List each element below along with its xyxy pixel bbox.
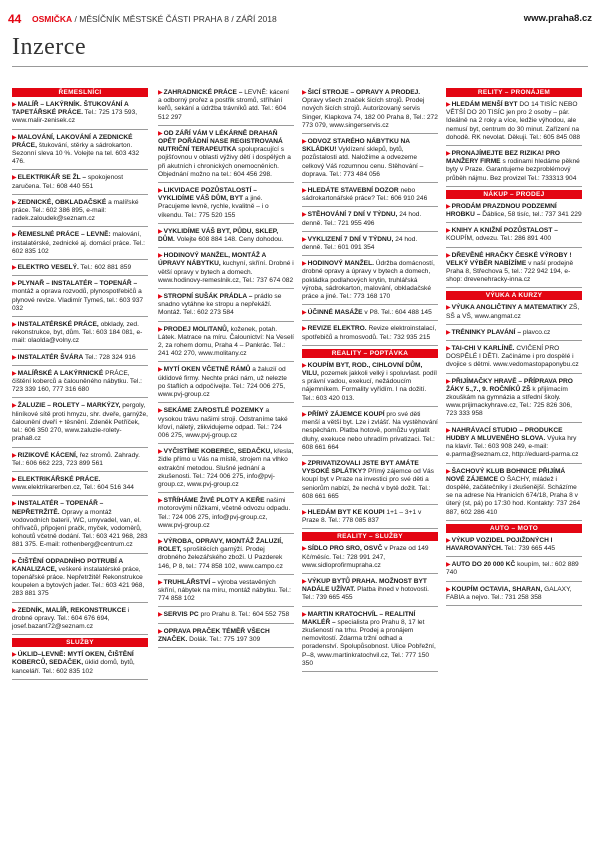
ad-text: LEVNĚ: kácení a odborný prořez a postřik stromů, stříhání keřů, sekání a údržba trávníků atd. Tel.: 604 512 297 bbox=[158, 89, 289, 121]
ad-text: spolupracující s pojišťovnou v oblasti výživy dětí i dospělých a při akutních i chronických onemocněních. Objednání možno na tel.: 604 456 298. bbox=[158, 146, 291, 178]
category-header: SLUŽBY bbox=[12, 638, 148, 647]
triangle-bullet-icon: ▶ bbox=[12, 652, 17, 659]
website-link[interactable]: www.praha8.cz bbox=[523, 13, 592, 24]
classified-ad bbox=[158, 186, 294, 224]
classified-ad bbox=[158, 227, 294, 248]
classified-ad bbox=[302, 410, 438, 456]
triangle-bullet-icon: ▶ bbox=[12, 199, 17, 206]
triangle-bullet-icon: ▶ bbox=[302, 509, 307, 516]
issue-info: / MĚSÍČNÍK MĚSTSKÉ ČÁSTI PRAHA 8 / ZÁŘÍ 2018 bbox=[74, 14, 277, 24]
ad-text: veškeré instalatérské práce, topenářské práce. Nepřetržitě! Rekonstrukce koupelen a bytových jader. Tel.: 603 421 968, 283 881 375 bbox=[12, 565, 145, 598]
ad-headline: ELEKTRIKÁŘSKÉ PRÁCE. bbox=[17, 475, 101, 483]
ad-headline: TRUHLÁŘSTVÍ – bbox=[163, 578, 216, 586]
ad-headline: HLEDÁM MENŠÍ BYT bbox=[451, 101, 518, 108]
classified-ad bbox=[12, 230, 148, 260]
ad-text: v naší prodejně Praha 8, Střechova 5, tel.: 722 942 194, e-shop: drevenehracky-inna.cz bbox=[446, 259, 574, 284]
ad-text: 24 hod. denně. Tel.: 721 955 496 bbox=[302, 211, 422, 227]
classified-ad bbox=[302, 508, 438, 529]
ad-headline: INSTALATÉRSKÉ PRÁCE, bbox=[17, 321, 99, 329]
classified-ad bbox=[446, 303, 582, 324]
ad-headline: STROPNÍ SUŠÁK PRÁDLA – bbox=[163, 293, 253, 301]
triangle-bullet-icon: ▶ bbox=[12, 354, 17, 361]
classified-column-1 bbox=[12, 88, 148, 683]
category-header: ŘEMESLNÍCI bbox=[12, 88, 148, 97]
triangle-bullet-icon: ▶ bbox=[158, 130, 163, 137]
ad-text: Tel.: 728 324 916 bbox=[85, 353, 136, 361]
ad-headline: ZEDNÍK, MALÍŘ, REKONSTRUKCE bbox=[17, 606, 127, 614]
triangle-bullet-icon: ▶ bbox=[302, 212, 307, 219]
triangle-bullet-icon: ▶ bbox=[12, 403, 17, 410]
ad-headline: PRODÁM PRAZDNOU PODZEMNÍ HROBKU – bbox=[446, 202, 557, 219]
triangle-bullet-icon: ▶ bbox=[446, 537, 451, 544]
ad-headline: ÚKLID–LEVNĚ: MYTÍ OKEN, ČIŠTĚNÍ KOBERCŮ, SEDAČEK, bbox=[12, 651, 134, 667]
classified-ad bbox=[12, 279, 148, 317]
ad-headline: ODVOZ STARÉHO NÁBYTKU NA SKLÁDKU! bbox=[302, 138, 410, 154]
classified-column-2 bbox=[158, 88, 294, 651]
ad-headline: HODINOVÝ MANŽEL. bbox=[307, 260, 374, 268]
triangle-bullet-icon: ▶ bbox=[158, 228, 163, 235]
classified-ad bbox=[302, 259, 438, 305]
ad-headline: ŠICÍ STROJE – OPRAVY A PRODEJ. bbox=[307, 89, 421, 96]
category-header: RELITY – PRONÁJEM bbox=[446, 88, 582, 97]
triangle-bullet-icon: ▶ bbox=[302, 611, 307, 618]
ad-text: plavco.cz bbox=[522, 328, 551, 336]
ad-text: ZŠ, SŠ a VŠ, www.angmat.cz bbox=[446, 304, 580, 320]
ad-text: Platba ihned v hotovosti. Tel.: 739 665 455 bbox=[302, 586, 429, 602]
ad-headline: SÍDLO PRO SRO, OSVČ bbox=[307, 545, 383, 553]
triangle-bullet-icon: ▶ bbox=[446, 562, 451, 569]
classified-ad bbox=[446, 467, 582, 521]
ad-text: i drobné opravy. Tel.: 604 676 694, josef.bazant72@seznam.cz bbox=[12, 606, 130, 630]
triangle-bullet-icon: ▶ bbox=[158, 326, 163, 333]
ad-text: specialista pro Prahu 8, 17 let zkušeností na trhu. Prodej a pronájem nemovitostí. Zdarma tržní odhad a poradenství. Spolupůsobnost. Ulice Pobřežní, P–8, www.martinkratochvil.cz, Tel.: 777 150 350 bbox=[302, 618, 436, 667]
triangle-bullet-icon: ▶ bbox=[158, 367, 163, 374]
triangle-bullet-icon: ▶ bbox=[302, 90, 307, 96]
classified-ad bbox=[446, 202, 582, 223]
ad-text: spokojenost zaručena. Tel.: 608 440 551 bbox=[12, 174, 124, 190]
triangle-bullet-icon: ▶ bbox=[446, 586, 451, 593]
ad-headline: LIKVIDACE POZŮSTALOSTÍ – VYKLIDÍME VÁŠ DŮM, BYT bbox=[158, 187, 257, 203]
ad-headline: ZEDNICKÉ, OBKLADAČSKÉ bbox=[17, 198, 107, 206]
ad-text: Tel.: 602 881 859 bbox=[80, 264, 132, 272]
ad-text: Tel.: 739 665 445 bbox=[504, 544, 556, 552]
classified-ad bbox=[302, 577, 438, 607]
ad-text: Údržba domácností, drobné opravy a úpravy v bytech a domech, pokládka podlahových krytin, truhlářská výroba, sádrokarton, malování, obkladačské práce a jiné. Tel.: 773 168 170 bbox=[302, 260, 435, 301]
ad-text: v Praze od 149 Kč/měsíc. Tel.: 728 991 247, www.sidloprofirmupraha.cz bbox=[302, 545, 429, 569]
triangle-bullet-icon: ▶ bbox=[12, 370, 17, 377]
classified-ad bbox=[446, 149, 582, 187]
classified-ad bbox=[446, 560, 582, 581]
classified-ad bbox=[12, 173, 148, 194]
ad-headline: MALÍŘSKÉ A LAKÝRNICKÉ bbox=[17, 369, 104, 377]
classified-ad bbox=[158, 251, 294, 289]
classified-ad bbox=[446, 377, 582, 423]
classified-ad bbox=[302, 186, 438, 207]
ad-headline: ÚČINNÉ MASÁŽE bbox=[307, 309, 363, 317]
triangle-bullet-icon: ▶ bbox=[446, 468, 451, 475]
ad-headline: KOUPÍM BYT, ROD., CIHLOVNÍ DŮM, VILU, bbox=[302, 361, 423, 378]
ad-headline: NAHRÁVACÍ STUDIO – PRODUKCE HUDBY A MLUVENÉHO SLOVA. bbox=[446, 426, 563, 442]
ad-headline: INSTALATÉR ŠVÁRA bbox=[17, 353, 84, 361]
ad-headline: VYKLIZENÍ 7 DNÍ V TÝDNU, bbox=[307, 235, 394, 243]
ad-headline: MALÍŘ – LAKÝRNÍK. ŠTUKOVÁNÍ A TAPETÁŘSKÉ PRÁCE. bbox=[12, 101, 129, 117]
ad-text: Revize elektroinstalací, spotřebičů a hromosvodů. Tel.: 732 935 215 bbox=[302, 325, 437, 341]
triangle-bullet-icon: ▶ bbox=[446, 378, 451, 385]
classified-ad bbox=[302, 361, 438, 407]
ad-headline: ŘEMESLNÉ PRÁCE – LEVNĚ: bbox=[17, 231, 111, 239]
ad-headline: VÝUKA ANGLIČTINY A MATEMATIKY bbox=[451, 304, 568, 312]
ad-headline: MALOVÁNÍ, LAKOVÁNÍ A ZEDNICKÉ PRÁCE, bbox=[12, 133, 133, 149]
ad-headline: ZAHRADNICKÉ PRÁCE – bbox=[163, 89, 243, 96]
ad-headline: PŘÍMÝ ZÁJEMCE KOUPÍ bbox=[307, 410, 385, 418]
classified-ad bbox=[158, 88, 294, 126]
triangle-bullet-icon: ▶ bbox=[302, 139, 307, 146]
classified-ad bbox=[302, 324, 438, 345]
ad-text: PRÁCE, čištění koberců a čalouněného nábytku. Tel.: 723 339 160, 777 316 680 bbox=[12, 369, 143, 394]
triangle-bullet-icon: ▶ bbox=[302, 261, 307, 268]
ad-text: a žaluzií od úklidové firmy. Nechte práci nám, už nelezte po štaflích a odpočívejte. Tel.: 724 006 275, www.pvj-group.cz bbox=[158, 366, 287, 399]
triangle-bullet-icon: ▶ bbox=[158, 538, 163, 545]
triangle-bullet-icon: ▶ bbox=[158, 628, 163, 635]
ad-headline: VÝROBA, OPRAVY, MONTÁŽ ŽALUZIÍ, ROLET, bbox=[158, 537, 283, 554]
classified-ad bbox=[446, 328, 582, 341]
ad-headline: PŘIJÍMAČKY HRAVĚ – PŘÍPRAVA PRO ŽÁKY 5.,7., 9. ROČNÍKŮ ZŠ bbox=[446, 377, 573, 393]
ad-headline: HODINOVÝ MANŽEL, MONTÁŽ A ÚPRAVY NÁBYTKU, bbox=[158, 252, 267, 268]
triangle-bullet-icon: ▶ bbox=[446, 228, 451, 235]
ad-headline: VÝKUP BYTŮ PRAHA. MOŽNOST BYT NADÁLE UŽÍVAT. bbox=[302, 577, 427, 594]
triangle-bullet-icon: ▶ bbox=[302, 578, 307, 585]
classified-ad bbox=[158, 627, 294, 648]
ad-headline: OD ZÁŘÍ VÁM V LÉKÁRNĚ DRAHAŇ OPĚT POŘÁDNÍ NASE REGISTROVANÁ NUTRIČNÍ TERAPEUTKA bbox=[158, 129, 283, 154]
classified-column-4 bbox=[446, 88, 582, 609]
ad-text: v P8. Tel.: 604 488 145 bbox=[364, 309, 432, 317]
classified-ad bbox=[446, 226, 582, 247]
ad-headline: ELEKTRIKÁŘ SE ŽL – bbox=[17, 174, 87, 182]
triangle-bullet-icon: ▶ bbox=[302, 188, 307, 195]
triangle-bullet-icon: ▶ bbox=[158, 612, 163, 619]
classified-ad bbox=[302, 459, 438, 505]
triangle-bullet-icon: ▶ bbox=[12, 175, 17, 182]
triangle-bullet-icon: ▶ bbox=[302, 362, 307, 369]
ad-text: nebo sádrokartonářské práce? Tel.: 606 910 246 bbox=[302, 187, 428, 203]
ad-headline: DŘEVĚNÉ HRAČKY ČESKÉ VÝROBY ! VELKÝ VÝBĚR NABÍZÍME bbox=[446, 251, 572, 267]
triangle-bullet-icon: ▶ bbox=[12, 265, 17, 272]
ad-text: řez stromů. Zahrady. Tel.: 606 662 223, 723 899 561 bbox=[12, 451, 140, 467]
ad-text: a malířské práce. Tel.: 602 386 895, e-mail: radek.zaloudek@seznam.cz bbox=[12, 198, 139, 223]
classified-ad bbox=[12, 606, 148, 636]
classified-ad bbox=[158, 610, 294, 623]
classified-ad bbox=[158, 496, 294, 534]
ad-text: koupím, tel.: 602 889 740 bbox=[446, 561, 579, 577]
triangle-bullet-icon: ▶ bbox=[158, 188, 163, 195]
ad-text: GALAXY, FABIA a nejvo. Tel.: 731 258 358 bbox=[446, 585, 572, 601]
triangle-bullet-icon: ▶ bbox=[302, 326, 307, 333]
classified-ad bbox=[12, 100, 148, 130]
ad-text: prádlo se snadno vytáhne ke stropu a nepřekáží. Montáž. Tel.: 602 273 584 bbox=[158, 293, 282, 317]
ad-text: CVIČENÍ PRO DOSPĚLÉ I DĚTI. Začínáme i pro dospělé i dvojice s dětmi. www.vedomastopaponybu.cz bbox=[446, 345, 579, 369]
ad-headline: ZPRIVATIZOVALI JSTE BYT AMÁTE VYSOKÉ SPLÁTKY? bbox=[302, 459, 419, 476]
ad-text: výroba vestavěných skříní, nábytek na míru, montáž nábytku. Tel.: 774 858 102 bbox=[158, 578, 291, 603]
ad-headline: VYKLIDÍME VÁŠ BYT, PŮDU, SKLEP, DŮM. bbox=[158, 227, 279, 244]
category-header: VÝUKA A KURZY bbox=[446, 291, 582, 300]
ad-text: Přímý zájemce od Vás koupí byt v Praze na investici pro své děti a seniorům nabízí, že nechá v bytě dožít. Tel.: 608 661 665 bbox=[302, 468, 434, 500]
ad-headline: TRÉNINKY PLAVÁNÍ – bbox=[451, 328, 521, 336]
classified-ad bbox=[12, 369, 148, 399]
ad-text: Vyklízení sklepů, bytů, pozůstalosti atd. Naložíme a odvezeme celkový Váš rozumnou cenu. Stěhování – doprava. Tel.: 773 484 056 bbox=[302, 146, 424, 178]
publication-line bbox=[32, 10, 277, 28]
triangle-bullet-icon: ▶ bbox=[446, 252, 451, 259]
ad-headline: SEKÁME ZAROSTLÉ POZEMKY bbox=[163, 407, 264, 415]
triangle-bullet-icon: ▶ bbox=[446, 151, 451, 158]
ad-text: Ďáblice, 58 tisíc, tel.: 737 341 229 bbox=[482, 211, 582, 219]
classified-ad bbox=[446, 344, 582, 374]
triangle-bullet-icon: ▶ bbox=[158, 498, 163, 505]
ad-text: sprošitěcích garnýží. Prodej drobného železářského zboží. U Pazderek 146, P 8, tel.: 774 858 102, www.campo.cz bbox=[158, 546, 283, 570]
classified-ad bbox=[302, 137, 438, 183]
ad-headline: MARTIN KRATOCHVÍL – REALITNÍ MAKLÉŘ – bbox=[302, 610, 416, 626]
running-header bbox=[8, 10, 592, 30]
ad-text: pergoly, hliníkové sítě proti hmyzu, shr. dveře, garnýže, čalounění dveří + těsnění. Zdeněk Petříček, tel.: 606 350 270, www.zaluzie-rolety-praha8.cz bbox=[12, 402, 148, 443]
triangle-bullet-icon: ▶ bbox=[446, 305, 451, 312]
ad-headline: SERVIS PC bbox=[163, 611, 199, 619]
ad-headline: HLEDÁM BYT KE KOUPI bbox=[307, 508, 385, 516]
ad-headline: STĚHOVÁNÍ 7 DNÍ V TÝDNU, bbox=[307, 211, 398, 219]
ad-text: s rodinami hledáme pěkné byty v Praze. Garantujeme bezproblémový průběh nájmu. Bez provizel Tel.: 733313 904 bbox=[446, 158, 580, 182]
classified-ad bbox=[446, 251, 582, 289]
classified-column-3 bbox=[302, 88, 438, 675]
ad-headline: KOUPÍM OCTAVIA, SHARAN, bbox=[451, 585, 543, 593]
triangle-bullet-icon: ▶ bbox=[158, 253, 163, 260]
ad-text: koženek, potah. Látek. Matrace na míru. Čalounictví: Na Veselí 2, za rohem domu, Praha 4 – Pankrác. Tel.: 241 402 270, www.molitany.cz bbox=[158, 325, 294, 358]
ad-text: malování, instalatérské, zednické aj. domácí práce. Tel.: 602 835 102 bbox=[12, 231, 145, 255]
ad-headline: KNIHY A KNIŽNÍ POZŮSTALOST – bbox=[451, 227, 558, 235]
triangle-bullet-icon: ▶ bbox=[446, 203, 451, 210]
classified-ad bbox=[158, 578, 294, 608]
ad-text: a jiné. Pracujeme levně, rychle, kvalitně – i o víkendu. Tel.: 775 520 155 bbox=[158, 195, 269, 219]
classified-ad bbox=[12, 499, 148, 553]
ad-headline: OPRAVA PRAČEK TÉMĚŘ VŠECH ZNAČEK. bbox=[158, 627, 270, 643]
ad-headline: VYČISTÍME KOBEREC, SEDAČKU, bbox=[163, 448, 273, 456]
ad-text: kuchyní, skříní. Drobné i větší opravy v bytech a domech. www.hodinovy-remeslnik.cz, Tel.: 737 674 082 bbox=[158, 260, 294, 284]
ad-text: Tel.: 725 173 593, www.malir-zenisek.cz bbox=[12, 109, 138, 125]
classified-ad bbox=[446, 426, 582, 464]
triangle-bullet-icon: ▶ bbox=[12, 558, 17, 565]
classified-ad bbox=[12, 198, 148, 228]
classified-ad bbox=[12, 320, 148, 350]
ad-headline: STŘÍHÁME ŽIVÉ PLOTY A KEŘE bbox=[163, 497, 265, 505]
classified-ad bbox=[158, 325, 294, 363]
ad-text: 1+1 – 3+1 v Praze 8. Tel.: 778 085 837 bbox=[302, 508, 422, 525]
category-header: NÁKUP – PRODEJ bbox=[446, 190, 582, 199]
ad-headline: HLEDÁTE STAVEBNÍ DOZOR bbox=[307, 187, 399, 195]
classified-ad bbox=[12, 650, 148, 680]
classified-ad bbox=[158, 292, 294, 322]
triangle-bullet-icon: ▶ bbox=[12, 476, 17, 483]
triangle-bullet-icon: ▶ bbox=[446, 102, 451, 108]
ad-headline: PLYNAŘ – INSTALATÉR – TOPENÁŘ – bbox=[17, 280, 138, 288]
triangle-bullet-icon: ▶ bbox=[12, 607, 17, 614]
ad-headline: ŽALUZIE – ROLETY – MARKÝZY, bbox=[17, 402, 121, 410]
ad-headline: REVIZE ELEKTRO. bbox=[307, 325, 367, 333]
triangle-bullet-icon: ▶ bbox=[446, 427, 451, 434]
ad-text: montáž a oprava rozvodů, plynospotřebičů a plynové revize. Vladimír Tymeš, tel.: 603 937 032 bbox=[12, 288, 144, 312]
ad-headline: ŠACHOVÝ KLUB BOHNICE PŘIJÍMÁ NOVÉ ZÁJEMCE bbox=[446, 467, 566, 483]
category-header: REALITY – SLUŽBY bbox=[302, 532, 438, 541]
category-header: AUTO – MOTO bbox=[446, 524, 582, 533]
ad-headline: ČIŠTĚNÍ ODPADNÍHO POTRUBÍ A KANALIZACE, bbox=[12, 557, 123, 573]
ad-text: pro své děti menší a větší byt. Lze i zvlášť. Na vystěhování nespěchám. Platba hotově, pomůžu vyplatit dluhy, exekuce nebo uhradím privatizaci. Tel.: 608 661 664 bbox=[302, 410, 438, 451]
triangle-bullet-icon: ▶ bbox=[302, 236, 307, 243]
triangle-bullet-icon: ▶ bbox=[158, 408, 163, 415]
classified-ad bbox=[12, 133, 148, 171]
magazine-brand: OSMIČKA bbox=[32, 14, 73, 24]
ad-text: KOUPÍM, odvezu. Tel.: 286 891 400 bbox=[446, 235, 552, 243]
category-header: REALITY – POPTÁVKA bbox=[302, 349, 438, 358]
ad-headline: RIZIKOVÉ KÁCENÍ, bbox=[17, 451, 78, 459]
triangle-bullet-icon: ▶ bbox=[158, 449, 163, 456]
section-title: Inzerce bbox=[12, 34, 87, 60]
classified-ad bbox=[12, 475, 148, 496]
triangle-bullet-icon: ▶ bbox=[446, 346, 451, 353]
ad-text: DO 14 TISÍC NEBO VĚTŠÍ DO 20 TISÍC jen pro 2 osoby – pár. Ideálně na 2 roky a více, ledžie výhodou, ale nemusí byt, centrum do 30 minut. Zařízení na dohodě. RK nevolat. Děkuji. Tel.: 605 845 088 bbox=[446, 101, 581, 141]
title-divider bbox=[12, 66, 588, 67]
classified-ad bbox=[302, 210, 438, 231]
ad-text: O ŠACHY, mládež i dospělé, začátečníky i zkušenější. Scházíme se na adrese Na Hranicích 674/18, Praha 8 v úterý (st, pá) po 17:30 hod. Kontakty: 737 264 887, 602 286 410 bbox=[446, 475, 581, 516]
ad-text: pozemek jakkoli velký i spoluvlast. podíl s právní vadou, exekucí, nežádoucím nájemníkem. Formality vyřídím. I na dožití. Tel.: 603 420 013. bbox=[302, 370, 437, 402]
ad-text: Dolák. Tel.: 775 197 309 bbox=[189, 635, 261, 643]
classified-ad bbox=[12, 353, 148, 366]
classified-ad bbox=[446, 536, 582, 557]
ad-headline: INSTALATÉR – TOPENÁŘ – NEPŘETRŽITĚ. bbox=[12, 500, 104, 516]
triangle-bullet-icon: ▶ bbox=[302, 310, 307, 317]
triangle-bullet-icon: ▶ bbox=[302, 460, 307, 467]
classified-ad bbox=[302, 610, 438, 672]
classified-ad bbox=[158, 537, 294, 575]
classified-ad bbox=[158, 406, 294, 444]
ad-text: Volejte 608 884 148. Ceny dohodou. bbox=[176, 236, 284, 244]
ad-text: pro Prahu 8. Tel.: 604 552 758 bbox=[200, 611, 290, 619]
ad-text: Výuka hry na klavír. Tel.: 603 908 249, e-mail: e.parma@seznam.cz, http://eduard-parma.cz bbox=[446, 434, 579, 459]
classified-ad bbox=[446, 100, 582, 146]
triangle-bullet-icon: ▶ bbox=[158, 294, 163, 301]
classified-ad bbox=[158, 365, 294, 403]
ad-headline: VÝKUP VOZIDEL POJIŽDNÝCH I HAVAROVANÝCH. bbox=[446, 536, 553, 552]
triangle-bullet-icon: ▶ bbox=[158, 90, 163, 96]
classified-ad bbox=[446, 585, 582, 606]
classified-ad bbox=[12, 401, 148, 447]
triangle-bullet-icon: ▶ bbox=[12, 322, 17, 329]
ad-headline: MYTÍ OKEN VČETNĚ RÁMŮ bbox=[163, 366, 251, 374]
classified-ad bbox=[302, 308, 438, 321]
ad-text: 24 hod. denně. Tel.: 601 091 354 bbox=[302, 235, 418, 252]
ad-headline: AUTO DO 20 000 KČ bbox=[451, 561, 516, 569]
triangle-bullet-icon: ▶ bbox=[302, 411, 307, 418]
ad-text: k přijímacím zkouškám na gymnázia a střední školy. www.prijimackyhrave.cz, Tel.: 725 826 306, 723 333 958 bbox=[446, 385, 572, 418]
ad-headline: ELEKTRO VESELÝ. bbox=[17, 264, 79, 272]
triangle-bullet-icon: ▶ bbox=[12, 501, 17, 508]
classified-ad bbox=[158, 129, 294, 183]
classified-ad bbox=[158, 447, 294, 493]
classified-ad bbox=[302, 235, 438, 256]
ad-headline: PRODEJ MOLITANŮ, bbox=[163, 325, 229, 333]
page-number: 44 bbox=[8, 12, 22, 26]
ad-text: úklid domů, bytů, kanceláří. Tel.: 602 835 102 bbox=[12, 659, 135, 675]
triangle-bullet-icon: ▶ bbox=[302, 546, 307, 553]
ad-text: Opravy všech značek šicích strojů. Prodej nových šicích strojů. Autorizovaný servis Singer, Klapkova 74, 182 00 Praha 8, Tel.: 272 773 079, www.singerservis.cz bbox=[302, 97, 438, 129]
classified-ad bbox=[12, 557, 148, 603]
classified-ad bbox=[12, 263, 148, 276]
ad-headline: PRONAJÍMEJTE BEZ RIZIKA! PRO MANŽERY FIRME bbox=[446, 150, 561, 166]
ad-text: Opravy a montáž vodovodních baterií, WC, umyvadel, van, el. ohřívačů, připojení pračk, myček, vodoměrů, kohoutů včetně dodání. Tel.: 603 421 968, 283 881 375. E-mail: rothenberg@centrum.cz bbox=[12, 508, 148, 549]
triangle-bullet-icon: ▶ bbox=[12, 134, 17, 141]
ad-headline: TAI-CHI V KARLÍNĚ. bbox=[451, 345, 515, 353]
triangle-bullet-icon: ▶ bbox=[12, 102, 17, 108]
classified-ad bbox=[302, 544, 438, 574]
classified-ad bbox=[12, 451, 148, 472]
triangle-bullet-icon: ▶ bbox=[12, 281, 17, 288]
ad-text: www.elektrikarerben.cz, Tel.: 604 516 344 bbox=[12, 484, 134, 492]
ad-text: a vysokou trávu našimi stroji. Odstraníme také křoví, náletý, zlikvidujeme odpad. Tel.: 724 006 275, www.pvj-group.cz bbox=[158, 407, 288, 439]
triangle-bullet-icon: ▶ bbox=[12, 452, 17, 459]
classified-ad bbox=[302, 88, 438, 134]
ad-text: štukování, stěrky a sádrokarton. Sezonní sleva 10 %. Volejte na tel. 603 432 476. bbox=[12, 141, 140, 166]
ad-text: obklady, zed. rekonstrukce, byt, dům. Tel.: 603 184 081, e-mail: olaolda@volny.cz bbox=[12, 321, 143, 345]
triangle-bullet-icon: ▶ bbox=[446, 329, 451, 336]
triangle-bullet-icon: ▶ bbox=[12, 232, 17, 239]
ad-text: křesla, židle přímo u Vás na místě, strojem na vlhko extrakční metodou. Slušné jednání a zkušenosti. Tel.: 724 006 275, info@pvj-group.cz, www.pvj-group.cz bbox=[158, 448, 294, 488]
ad-text: našimi motorovými nůžkami, včetně odvozu odpadu. Tel.: 724 006 275, info@pvj-group.cz, www.pvj-group.cz bbox=[158, 497, 291, 529]
triangle-bullet-icon: ▶ bbox=[158, 579, 163, 586]
